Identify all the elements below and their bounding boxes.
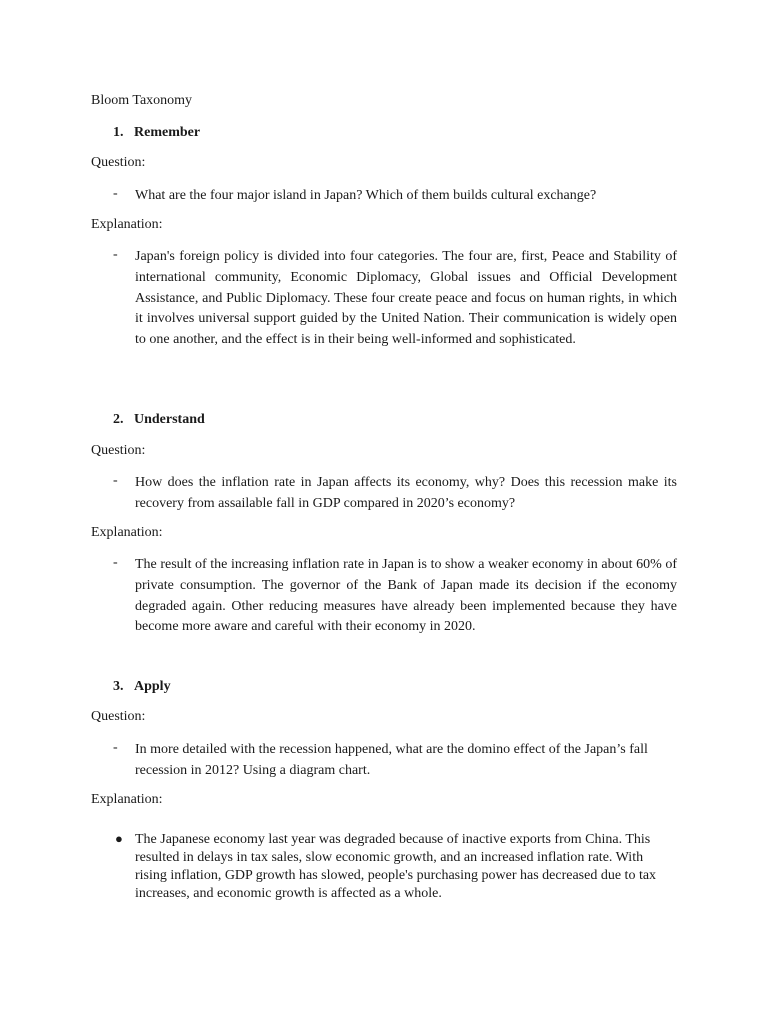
question-label: Question:	[91, 155, 146, 170]
explanation-label: Explanation:	[91, 525, 163, 540]
dash-marker: -	[113, 473, 118, 488]
section-title: Apply	[134, 679, 171, 694]
dash-marker: -	[113, 740, 118, 755]
section-number: 1.	[113, 125, 124, 140]
section-2-heading	[113, 412, 205, 428]
question-text: In more detailed with the recession happened, what are the domino effect of the Japan’s fall recession in 2012? Using a diagram chart.	[135, 742, 648, 778]
question-text: How does the inflation rate in Japan affects its economy, why? Does this recession make its recovery from assailable fall in GDP compared in 2020’s economy?	[135, 475, 677, 511]
dash-marker: -	[113, 247, 118, 262]
section-title: Understand	[134, 412, 205, 427]
question-label: Question:	[91, 443, 146, 458]
explanation-label: Explanation:	[91, 217, 163, 232]
explanation-text: The Japanese economy last year was degraded because of inactive exports from China. This resulted in delays in tax sales, slow economic growth, and an increased inflation rate. With rising inflation, GDP growth has slowed, people's purchasing power has decreased due to tax increases, and economic growth is affected as a whole.	[135, 832, 657, 901]
dash-marker: -	[113, 555, 118, 570]
bullet-icon: ●	[115, 831, 123, 846]
section-number: 3.	[113, 679, 124, 694]
dash-marker: -	[113, 186, 118, 201]
document-title: Bloom Taxonomy	[91, 93, 193, 108]
explanation-text: Japan's foreign policy is divided into four categories. The four are, first, Peace and Stability of international community, Economic Diplomacy, Global issues and Official Development Assistance, and Public Diplomacy. These four create peace and focus on human rights, in which it involves universal support guided by the United Nation. Their communication is widely open to one another, and the effect is in their being well-informed and sophisticated.	[135, 249, 677, 348]
section-number: 2.	[113, 412, 124, 427]
section-3-heading	[113, 679, 171, 695]
question-label: Question:	[91, 709, 146, 724]
explanation-label: Explanation:	[91, 792, 163, 807]
question-text: What are the four major island in Japan? Which of them builds cultural exchange?	[135, 188, 597, 203]
explanation-text: The result of the increasing inflation rate in Japan is to show a weaker economy in about 60% of private consumption. The governor of the Bank of Japan made its decision if the economy degraded again. Other reducing measures have already been implemented because they have become more aware and careful with their economy in 2020.	[135, 557, 677, 635]
section-title: Remember	[134, 125, 201, 140]
section-1-heading	[113, 125, 200, 141]
